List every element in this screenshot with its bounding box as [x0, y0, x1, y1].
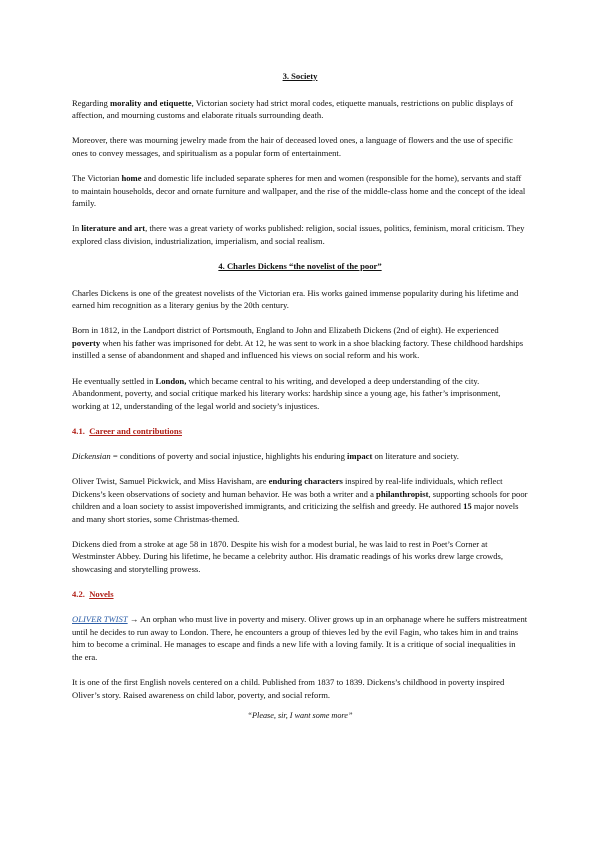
text-run: , supporting schools for poor children and a loan society to assist impoverished immigrants, and criticizing the selfish and greedy. He authored: [72, 488, 528, 512]
paragraph-home: [72, 172, 528, 210]
paragraph-oliver-twist: [72, 613, 528, 663]
text-run: , Victorian society had strict moral codes, etiquette manuals, restrictions on public displays of affection, and mourning customs and elaborate rituals surrounding death.: [72, 97, 514, 121]
section-number: 4.1.: [72, 425, 85, 436]
text-run: = conditions of poverty and social injustice, highlights his enduring: [110, 450, 348, 461]
text-run: which became central to his writing, and developed a deep understanding of the city. Abandonment, poverty, and social critique marked his literary works: hardship since a young age, his father’s imprisonment, working at 12, understanding of the legal world and society’s injustices.: [72, 375, 501, 411]
paragraph-characters: [72, 475, 528, 525]
bold-term: enduring characters: [268, 475, 343, 486]
text-run: when his father was imprisoned for debt. At 12, he was sent to work in a shoe blacking factory. These childhood hardships instilled a sense of abandonment and shaped and influenced his views on social reform and his work.: [72, 337, 524, 361]
text-run: on literature and society.: [372, 450, 459, 461]
section-4-1-heading: [72, 425, 528, 438]
bold-term: home: [121, 172, 142, 183]
text-run: An orphan who must live in poverty and misery. Oliver grows up in an orphanage where he suffers mistreatment until he decides to run away to London. There, he encounters a group of thieves led by the evil Fagin, who takes him in and trains him to become a criminal. He manages to escape and finds a new life with a loving family. It is a critique of social inequalities in the era.: [72, 614, 528, 662]
text-run: Regarding: [72, 97, 110, 108]
section-title: Career and contributions: [89, 425, 182, 436]
section-4-heading: 4. Charles Dickens “the novelist of the poor”: [218, 260, 382, 271]
text-run: In: [72, 223, 82, 234]
paragraph-dickens-birth: [72, 324, 528, 362]
bold-term: 15: [463, 501, 472, 512]
italic-term: Dickensian: [72, 450, 111, 461]
oliver-twist-link[interactable]: OLIVER TWIST: [72, 614, 128, 625]
section-4-2-heading: [72, 588, 528, 601]
bold-term: philanthropist: [376, 488, 429, 499]
paragraph-mourning: Moreover, there was mourning jewelry made from the hair of deceased loved ones, a language of flowers and the use of specific ones to convey messages, and spiritualism as a popular form of entertainment.: [72, 135, 513, 158]
paragraph-death: Dickens died from a stroke at age 58 in 1870. Despite his wish for a modest burial, he was laid to rest in Poet’s Corner at Westminster Abbey. During his lifetime, he became a celebrity author. His dramatic readings of his works drew large crowds, showcasing and storytelling prowess.: [72, 538, 504, 575]
paragraph-morality: [72, 97, 528, 122]
section-3-heading: 3. Society: [282, 71, 318, 81]
bold-term: morality and etiquette: [109, 97, 192, 108]
text-run: and domestic life included separate spheres for men and women (responsible for the home), servants and staff to maintain households, decor and ornate furniture and wallpaper, and the rise of the middle-class home and the concept of the ideal family.: [72, 172, 526, 209]
bold-term: literature and art: [81, 223, 146, 234]
bold-term: impact: [347, 450, 373, 461]
section-number: 4.2.: [72, 589, 85, 600]
paragraph-dickens-london: [72, 375, 528, 413]
section-title: Novels: [89, 589, 114, 600]
bold-term: London,: [155, 375, 187, 386]
paragraph-dickensian: [72, 450, 528, 463]
text-run: major novels and many short stories, some Christmas-themed.: [72, 501, 519, 524]
text-run: inspired by real-life individuals, which reflect Dickens’s keen observations of society and human behavior. He was both a writer and a: [72, 475, 503, 499]
text-run: Oliver Twist, Samuel Pickwick, and Miss Havisham, are: [72, 475, 269, 486]
text-run: The Victorian: [72, 172, 122, 183]
text-run: Born in 1812, in the Landport district of Portsmouth, England to John and Elizabeth Dickens (2nd of eight). He experienced: [72, 325, 499, 336]
quote: “Please, sir, I want some more”: [247, 710, 353, 720]
paragraph-dickens-intro: Charles Dickens is one of the greatest novelists of the Victorian era. His works gained immense popularity during his lifetime and earned him recognition as a literary genius by the 20th century.: [72, 287, 519, 311]
text-run: , there was a great variety of works published: religion, social issues, politics, feminism, moral criticism. They explored class division, industrialization, imperialism, and social realism.: [72, 223, 525, 246]
paragraph-literature: [72, 222, 528, 247]
arrow-icon: →: [127, 614, 141, 625]
bold-term: poverty: [72, 337, 101, 348]
paragraph-oliver-context: It is one of the first English novels centered on a child. Published from 1837 to 1839. Dickens’s childhood in poverty inspired Oliver’s story. Raised awareness on child labor, poverty, and social reform.: [72, 677, 505, 700]
text-run: He eventually settled in: [72, 375, 156, 386]
